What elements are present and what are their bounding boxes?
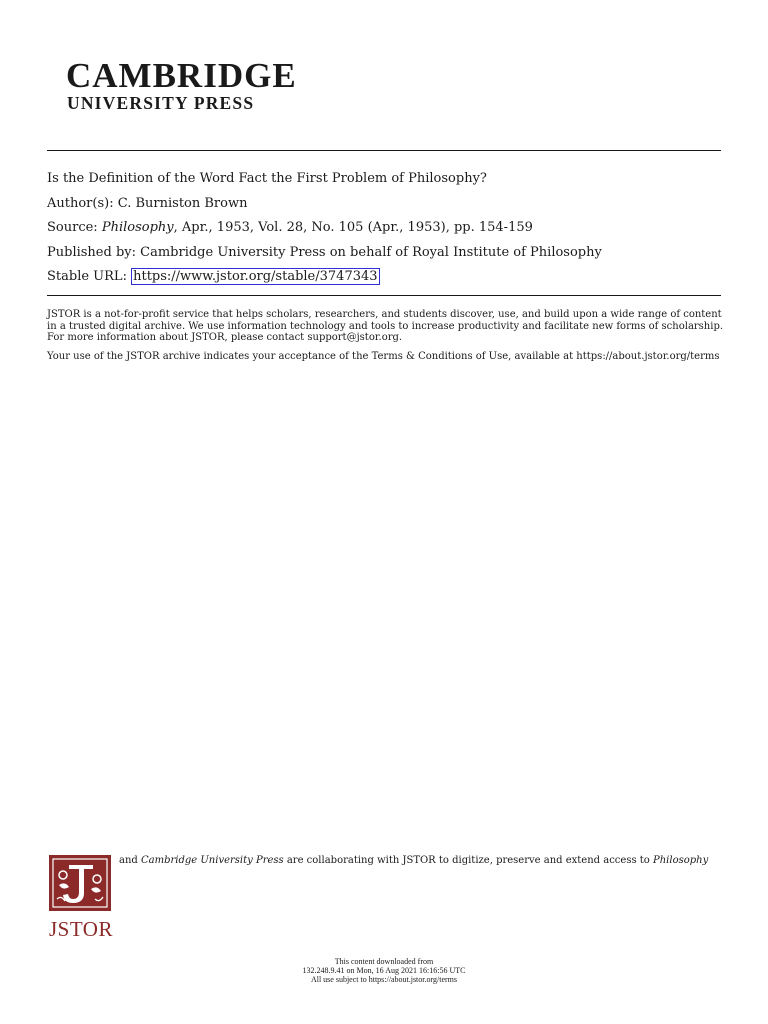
download-footer [200,957,568,984]
source-label: Source: [47,220,98,235]
published-by: Cambridge University Press on behalf of Royal Institute of Philosophy [140,244,602,260]
author-name: C. Burniston Brown [117,195,248,211]
jstor-emblem-icon [49,855,111,911]
cambridge-university-press-logo [66,58,297,113]
footer-line3: All use subject to https://about.jstor.org/terms [310,975,458,984]
collab-journal: Philosophy [653,855,709,866]
collaboration-statement [119,855,719,867]
author-line [47,192,727,217]
jstor-logo [49,855,113,940]
collab-prefix: and [119,855,138,866]
publisher-line [47,241,727,266]
middle-divider [47,295,721,296]
published-label: Published by: [47,244,136,260]
stable-url-label: Stable URL: [47,269,127,284]
author-label: Author(s): [47,195,114,211]
stable-url-line [47,265,727,290]
source-journal: Philosophy [101,220,174,235]
article-metadata [47,167,727,290]
footer-line2: 132.248.9.41 on Mon, 16 Aug 2021 16:16:56 UTC [302,966,466,975]
jstor-notice [47,309,727,369]
notice-paragraph-about: JSTOR is a not-for-profit service that helps scholars, researchers, and students discover, use, and build upon a wide range of content in a trusted digital archive. We use information technology and tools to increase productivity and facilitate new forms of scholarship. For more information about JSTOR, please contact support@jstor.org. [47,309,724,343]
jstor-wordmark: JSTOR [49,917,113,941]
publisher-logo-line2: UNIVERSITY PRESS [67,93,255,113]
collab-publisher: Cambridge University Press [141,855,284,866]
footer-line1: This content downloaded from [334,957,434,966]
publisher-logo-line1: CAMBRIDGE [66,56,297,95]
notice-paragraph-terms: Your use of the JSTOR archive indicates your acceptance of the Terms & Conditions of Use, available at https://about.jstor.org/terms [47,350,720,362]
stable-url-link[interactable]: https://www.jstor.org/stable/3747343 [133,269,378,284]
article-title: Is the Definition of the Word Fact the First Problem of Philosophy? [47,171,487,186]
source-line [47,216,727,241]
source-details: , Apr., 1953, Vol. 28, No. 105 (Apr., 1953), pp. 154-159 [173,220,533,235]
top-divider [47,150,721,151]
collab-middle: are collaborating with JSTOR to digitize, preserve and extend access to [286,855,650,866]
